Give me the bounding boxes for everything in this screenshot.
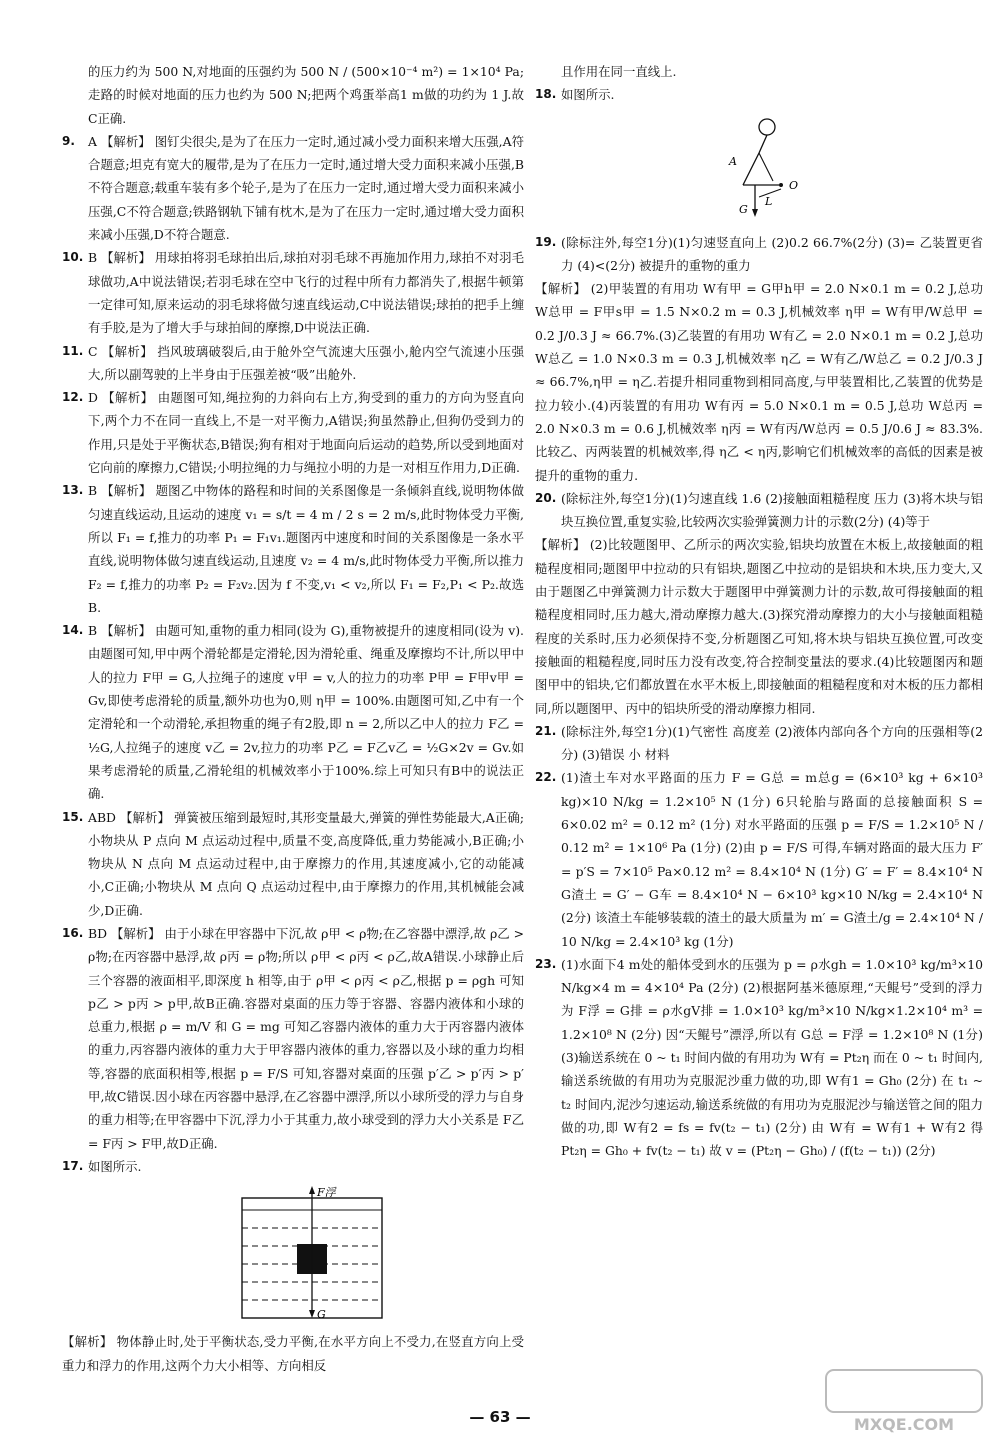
body-line <box>759 135 767 153</box>
pivot-point <box>779 183 783 187</box>
answer-text: 如图所示. <box>88 1158 142 1174</box>
answer-text: 【解析】 物体静止时,处于平衡状态,受力平衡,在水平方向上不受力,在竖直方向上受重力和浮力的作用,这两个力大小相等、方向相反 <box>62 1334 524 1373</box>
label-o: O <box>789 178 799 192</box>
answer-text: BD 【解析】 由于小球在甲容器中下沉,故 ρ甲 < ρ物;在乙容器中漂浮,故 ρ乙 > ρ物;在丙容器中悬浮,故 ρ丙 = ρ物;所以 ρ甲 < ρ丙 < ρ乙,故A错误.小球静止后三个容器的液面相平,即深度 h 相等,由于 ρ甲 < ρ丙 < ρ乙,根据 p = ρgh 可知 p乙 > p丙 > p甲,故B正确.容器对桌面的压力等于容器、容器内液体和小球的总重力,根据 ρ = m/V 和 G = mg 可知乙容器内液体的重力大于丙容器内液体的重力,丙容器内液体的重力大于甲容器内液体的重力,容器以及小球的重力均相等,容器的底面积相等,根据 p = F/S 可知,容器对桌面的压强 p′乙 > p′丙 > p′甲,故C错误.因小球在丙容器中悬浮,在乙容器中漂浮,所以小球所受的浮力与自身的重力相等;在甲容器中下沉,浮力小于其重力,故小球受到的浮力大小关系是 F乙 = F丙 > F甲,故D正确. <box>88 925 524 1151</box>
label-buoyancy: F浮 <box>317 1186 336 1200</box>
leg-line <box>743 153 759 185</box>
answer-14 <box>62 619 524 805</box>
q-num: 15. <box>62 809 84 824</box>
q-num: 12. <box>62 390 84 405</box>
q-num: 13. <box>62 483 84 498</box>
watermark-icon <box>824 1366 984 1436</box>
answer-17 <box>62 1155 524 1178</box>
answer-text: ABD 【解析】 弹簧被压缩到最短时,其形变量最大,弹簧的弹性势能最大,A正确;小物块从 P 点向 M 点运动过程中,质量不变,高度降低,重力势能减小,B正确;小物块从 N 点向 M 点运动过程中,由于摩擦力的作用,其速度减小,它的动能减小,C正确;小物块从 M 点向 Q 点运动过程中,由于摩擦力的作用,其机械能会减少,D正确. <box>88 809 524 918</box>
answer-8-cont <box>62 60 524 130</box>
answer-text: C 【解析】 挡风玻璃破裂后,由于舱外空气流速大压强小,舱内空气流速小压强大,所以副驾驶的上半身由于压强差被“吸”出舱外. <box>88 343 524 382</box>
answer-16 <box>62 922 524 1155</box>
q-num: 9. <box>62 133 75 148</box>
answer-text: A 【解析】 图钉尖很尖,是为了在压力一定时,通过减小受力面积来增大压强,A符合题意;坦克有宽大的履带,是为了在压力一定时,通过增大受力面积来减小压强,B不符合题意;载重车装有多个轮子,是为了在压力一定时,通过增大受力面积来减小压强,C不符合题意;铁路钢轨下铺有枕木,是为了在压力一定时,通过增大受力面积来减小压强,D不符合题意. <box>88 133 524 243</box>
answer-9 <box>62 130 524 246</box>
watermark-frame <box>826 1370 982 1412</box>
answer-text: (1)渣土车对水平路面的压力 F = G总 = m总g = (6×10³ kg + 6×10³ kg)×10 N/kg = 1.2×10⁵ N (1分) 6只轮胎与路面的总接触面积 S = 6×0.02 m² = 0.12 m² (1分) 对水平路面的压强 p = F/S = 1.2×10⁵ N / 0.12 m² = 1×10⁶ Pa (1分) (2)由 p = F/S 可得,车辆对路面的最大压力 F′ = p′S = 7×10⁵ Pa×0.12 m² = 8.4×10⁴ N (1分) G′ = F′ = 8.4×10⁴ N G渣土 = G′ − G车 = 8.4×10⁴ N − 6×10³ kg×10 N/kg = 2.4×10⁴ N (2分) 该渣土车能够装载的渣土的最大质量为 m′ = G渣土/g = 2.4×10⁴ N / 10 N/kg = 2.4×10³ kg (1分) <box>561 770 983 949</box>
answer-text: B 【解析】 用球拍将羽毛球拍出后,球拍对羽毛球不再施加作用力,球拍不对羽毛球做功,A中说法错误;若羽毛球在空中飞行的过程中所有力都消失了,根据牛顿第一定律可知,原来运动的羽毛球将做匀速直线运动,C中说法错误;球拍的把手上缠有手胶,是为了增大手与球拍间的摩擦,D中说法正确. <box>88 250 524 336</box>
answer-text: B 【解析】 题图乙中物体的路程和时间的关系图像是一条倾斜直线,说明物体做匀速直线运动,且运动的速度 v₁ = s/t = 4 m / 2 s = 2 m/s,此时物体受力平衡,所以 F₁ = f,推力的功率 P₁ = F₁v₁.题图丙中速度和时间的关系图像是一条水平直线,说明物体做匀速直线运动,且速度 v₂ = 4 m/s,此时物体受力平衡,所以推力 F₂ = f,推力的功率 P₂ = F₂v₂.因为 f 不变,v₁ < v₂,所以 F₁ = F₂,P₁ < P₂.故选B. <box>88 483 524 615</box>
arrow-head-icon <box>752 209 758 217</box>
right-column <box>535 60 983 1162</box>
left-column <box>62 60 524 1377</box>
answer-20 <box>535 487 983 534</box>
answer-18 <box>535 83 983 106</box>
answer-text: D 【解析】 由题图可知,绳拉狗的力斜向右上方,狗受到的重力的方向为竖直向下,两个力不在同一直线上,不是一对平衡力,A错误;狗虽然静止,但狗仍受到力的作用,只是处于平衡状态,B错误;狗有相对于地面向后运动的趋势,所以受到地面对它向前的摩擦力,C错误;小明拉绳的力与绳拉小明的力是一对相互作用力,D正确. <box>88 390 524 476</box>
arrow-head-icon <box>309 1310 315 1318</box>
answer-11 <box>62 340 524 387</box>
label-l: L <box>765 194 773 208</box>
answer-12 <box>62 386 524 479</box>
watermark-text: MXQE.COM <box>853 1415 955 1434</box>
answer-19 <box>535 231 983 278</box>
answer-21 <box>535 720 983 767</box>
arrow-head-icon <box>309 1186 315 1194</box>
answer-17-analysis <box>62 1330 524 1377</box>
force-arm-line <box>759 153 773 181</box>
answer-19-analysis <box>535 277 983 487</box>
q-num: 22. <box>535 770 557 785</box>
answer-text: (除标注外,每空1分)(1)匀速直线 1.6 (2)接触面粗糙程度 压力 (3)将木块与铝块互换位置,重复实验,比较两次实验弹簧测力计的示数(2分) (4)等于 <box>561 490 983 530</box>
answer-text: 如图所示. <box>561 87 615 103</box>
q-num: 11. <box>62 343 84 358</box>
q-num: 16. <box>62 925 84 940</box>
answer-text: B 【解析】 由题可知,重物的重力相同(设为 G),重物被提升的速度相同(设为 v).由题图可知,甲中两个滑轮都是定滑轮,因为滑轮重、绳重及摩擦均不计,所以甲中人的拉力 F甲 = G,人拉绳子的速度 v甲 = v,人的拉力的功率 P甲 = F甲v甲 = Gv,即使考虑滑轮的质量,额外功也为0,则 η甲 = 100%.由题图可知,乙中有一个定滑轮和一个动滑轮,承担物重的绳子有2股,即 n = 2,所以乙中人的拉力 F乙 = ½G,人拉绳子的速度 v乙 = 2v,拉力的功率 P乙 = F乙v乙 = ½G×2v = Gv.如果考虑滑轮的质量,乙滑轮组的机械效率小于100%.综上可知只有B中的说法正确. <box>88 623 524 802</box>
answer-text: (除标注外,每空1分)(1)匀速竖直向上 (2)0.2 66.7%(2分) (3)= 乙装置更省力 (4)<(2分) 被提升的重物的重力 <box>561 234 983 273</box>
answer-10 <box>62 246 524 339</box>
figure-17-floating-block <box>237 1184 524 1322</box>
label-gravity: G <box>317 1308 326 1322</box>
q-num: 10. <box>62 250 84 265</box>
answer-22 <box>535 766 983 952</box>
q-num: 20. <box>535 490 557 505</box>
answer-23 <box>535 953 983 1163</box>
page-number: — 63 — <box>469 1408 531 1426</box>
answer-text: 【解析】 (2)比较题图甲、乙所示的两次实验,铝块均放置在木板上,故接触面的粗糙程度相同;题图甲中拉动的只有铝块,题图乙中拉动的是铝块和木块,压力变大,又由于题图乙中弹簧测力计示数大于题图甲中弹簧测力计的示数,故可得接触面的粗糙程度相同时,压力越大,滑动摩擦力越大.(3)探究滑动摩擦力的大小与接触面粗糙程度的关系时,压力必须保持不变,分析题图乙可知,将木块与铝块互换位置,可改变接触面的粗糙程度,同时压力没有改变,符合控制变量法的要求.(4)比较题图丙和题图甲中的铝块,它们都放置在水平木板上,即接触面的粗糙程度和对木板的压力都相同,所以题图甲、丙中的铝块所受的滑动摩擦力相同. <box>535 537 983 716</box>
label-a: A <box>729 154 737 168</box>
answer-text: 【解析】 (2)甲装置的有用功 W有甲 = G甲h甲 = 2.0 N×0.1 m = 0.2 J,总功 W总甲 = F甲s甲 = 1.5 N×0.2 m = 0.3 J,机械效率 η甲 = W有甲/W总甲 = 0.2 J/0.3 J ≈ 66.7%.(3)乙装置的有用功 W有乙 = 2.0 N×0.1 m = 0.2 J,总功 W总乙 = 1.0 N×0.3 m = 0.3 J,机械效率 η乙 = W有乙/W总乙 = 0.2 J/0.3 J ≈ 66.7%,η甲 = η乙.若提升相同重物到相同高度,与甲装置相比,乙装置的优势是拉力较小.(4)丙装置的有用功 W有丙 = 5.0 N×0.1 m = 0.5 J,总功 W总丙 = 2.0 N×0.3 m = 0.6 J,机械效率 η丙 = W有丙/W总丙 = 0.5 J/0.6 J ≈ 83.3%.比较乙、丙两装置的机械效率,得 η乙 < η丙,影响它们机械效率的高低的因素是被提升的重物的重力. <box>535 281 983 483</box>
lever-diagram <box>725 113 815 223</box>
answer-text: (除标注外,每空1分)(1)气密性 高度差 (2)液体内部向各个方向的压强相等(2分) (3)错误 小 材料 <box>561 723 983 763</box>
q-num: 18. <box>535 87 557 102</box>
answer-text: (1)水面下4 m处的船体受到水的压强为 p = ρ水gh = 1.0×10³ kg/m³×10 N/kg×4 m = 4×10⁴ Pa (2分) (2)根据阿基米德原理,“天鲲号”受到的浮力为 F浮 = G排 = ρ水gV排 = 1.0×10³ kg/m³×10 N/kg×1.2×10⁴ m³ = 1.2×10⁸ N (2分) 因“天鲲号”漂浮,所以有 G总 = F浮 = 1.2×10⁸ N (1分) (3)输送系统在 0 ~ t₁ 时间内做的有用功为 W有 = Pt₂η 而在 0 ~ t₁ 时间内,输送系统做的有用功为克服泥沙重力做的功,即 W有1 = Gh₀ (2分) 在 t₁ ~ t₂ 时间内,泥沙匀速运动,输送系统做的有用功为克服泥沙与输送管之间的阻力做的功,即 W有2 = fs = fv(t₂ − t₁) (2分) 由 W有 = W有1 + W有2 得 Pt₂η = Gh₀ + fv(t₂ − t₁) 故 v = (Pt₂η − Gh₀) / (f(t₂ − t₁)) (2分) <box>561 956 983 1159</box>
answer-15 <box>62 806 524 922</box>
label-g: G <box>739 202 748 216</box>
answer-text: 且作用在同一直线上. <box>561 64 677 79</box>
answer-20-analysis <box>535 533 983 719</box>
watermark-logo <box>824 1366 984 1436</box>
answer-text: 的压力约为 500 N,对地面的压强约为 500 N / (500×10⁻⁴ m²) = 1×10⁴ Pa;走路的时候对地面的压力也约为 500 N;把两个鸡蛋举高1 m做的功约为 1 J.故C正确. <box>88 64 524 126</box>
q-num: 19. <box>535 234 557 249</box>
figure-18-lever <box>725 113 983 223</box>
q-num: 14. <box>62 623 84 638</box>
answer-17-cont <box>535 60 983 83</box>
q-num: 23. <box>535 956 557 971</box>
answer-13 <box>62 479 524 619</box>
container-diagram <box>237 1184 387 1322</box>
head-shape <box>759 119 775 135</box>
q-num: 21. <box>535 723 557 738</box>
q-num: 17. <box>62 1158 84 1173</box>
